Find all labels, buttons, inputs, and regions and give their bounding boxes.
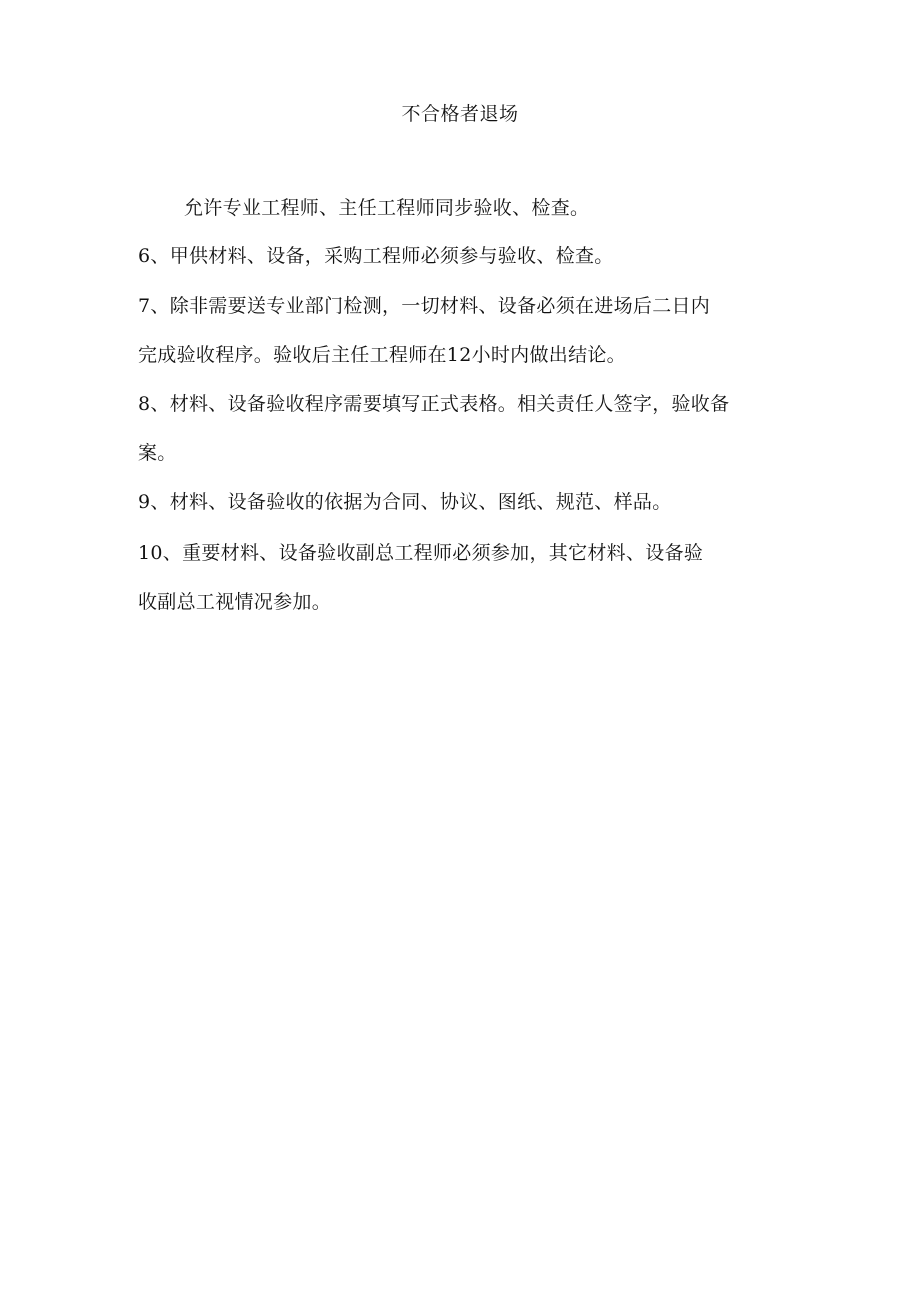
item-10-line-2: 收副总工视情况参加。 [138, 591, 332, 613]
item-7-line-1: 7、除非需要送专业部门检测，一切材料、设备必须在进场后二日内 [138, 295, 711, 317]
item-9-line: 9、材料、设备验收的依据为合同、协议、图纸、规范、样品。 [138, 491, 672, 513]
item-8-line-1: 8、材料、设备验收程序需要填写正式表格。相关责任人签字，验收备 [138, 393, 730, 415]
item-8-line-2: 案。 [138, 442, 177, 464]
section-heading: 不合格者退场 [401, 103, 519, 125]
item-7-line-2: 完成验收程序。验收后主任工程师在12小时内做出结论。 [138, 344, 626, 366]
item-6-line: 6、甲供材料、设备，采购工程师必须参与验收、检查。 [138, 245, 614, 267]
paragraph-line-continuation: 允许专业工程师、主任工程师同步验收、检查。 [184, 197, 590, 219]
item-10-line-1: 10、重要材料、设备验收副总工程师必须参加，其它材料、设备验 [138, 542, 704, 564]
